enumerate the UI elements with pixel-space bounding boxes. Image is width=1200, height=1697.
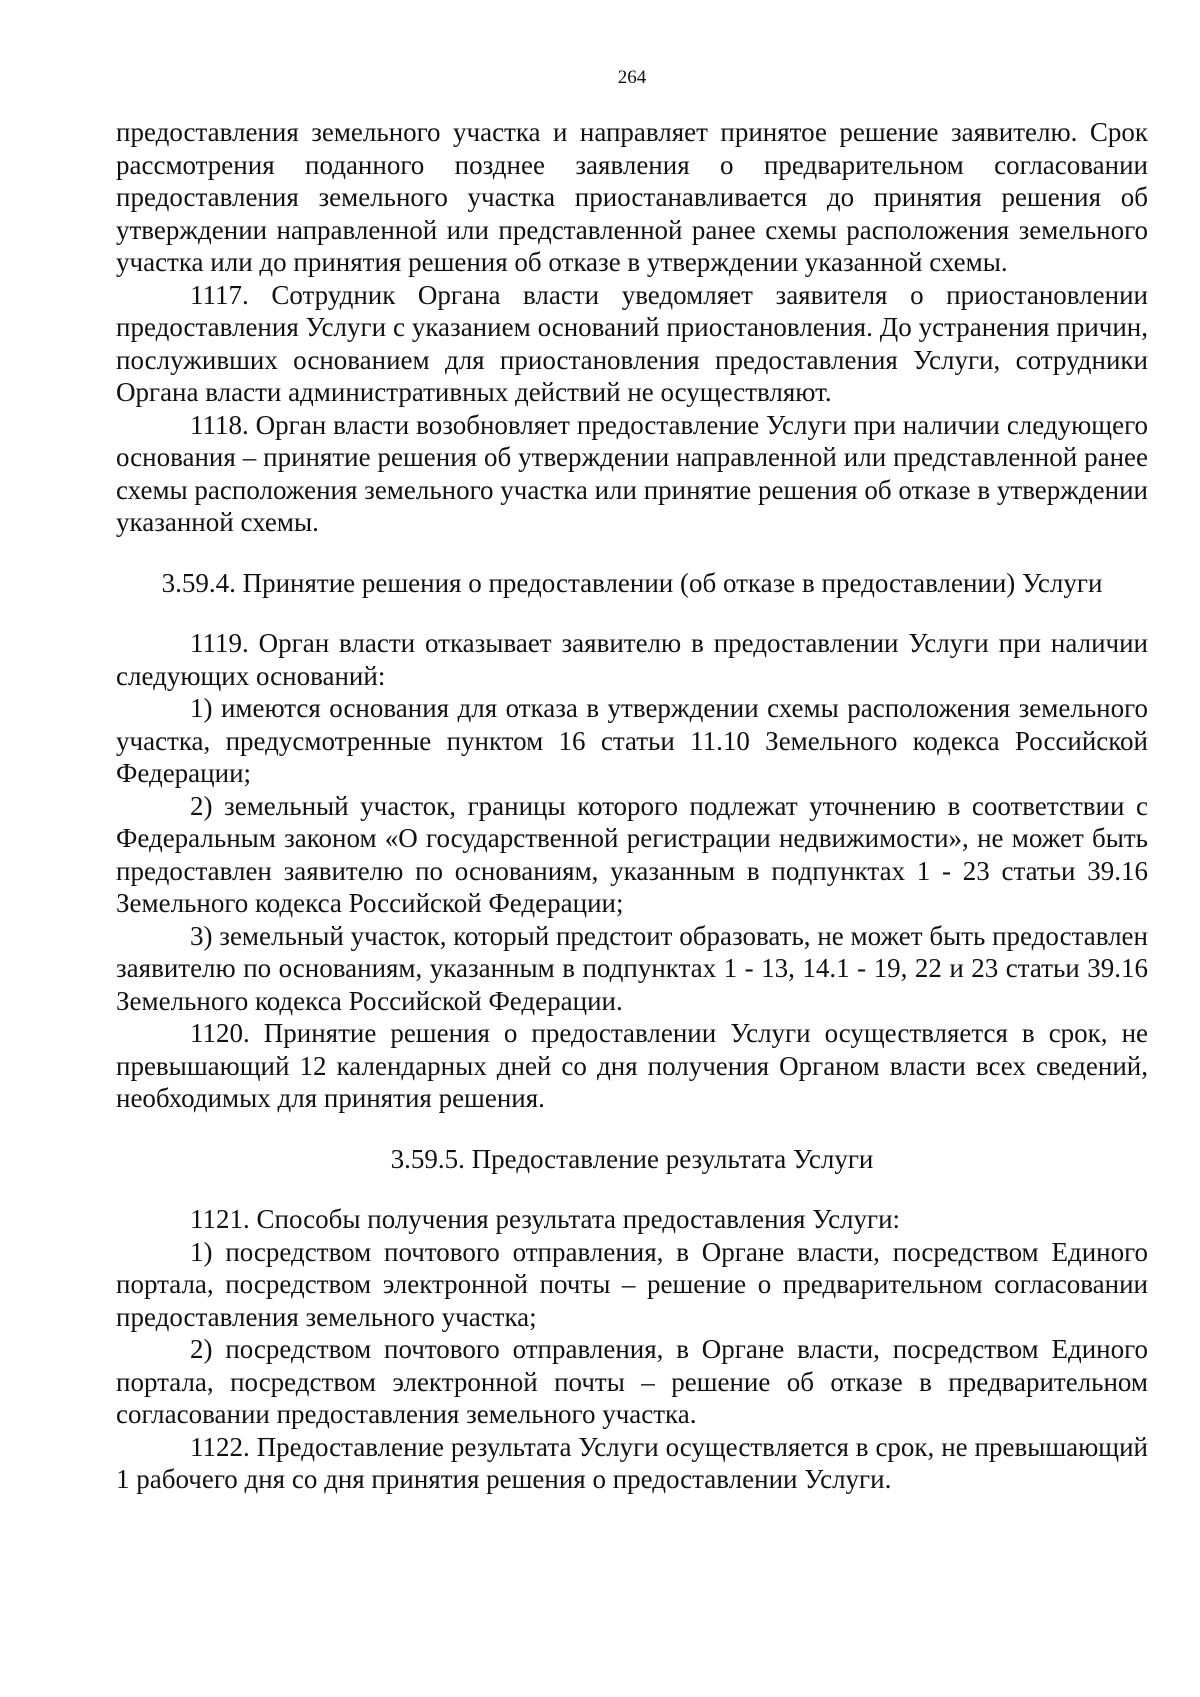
document-page xyxy=(116,66,1148,1496)
list-item-1119-2: 2) земельный участок, границы которого подлежат уточнению в соответствии с Федеральным законом «О государственной регистрации недвижимости», не может быть предоставлен заявителю по основаниям, указанным в подпунктах 1 - 23 статьи 39.16 Земельного кодекса Российской Федерации; xyxy=(116,790,1148,918)
list-item-1119-1: 1) имеются основания для отказа в утверждении схемы расположения земельного участка, предусмотренные пунктом 16 статьи 11.10 Земельного кодекса Российской Федерации; xyxy=(116,693,1148,788)
section-heading-3-59-4: 3.59.4. Принятие решения о предоставлении (об отказе в предоставлении) Услуги xyxy=(161,567,1103,598)
list-item-1119-3: 3) земельный участок, который предстоит образовать, не может быть предоставлен заявителю по основаниям, указанным в подпунктах 1 - 13, 14.1 - 19, 22 и 23 статьи 39.16 Земельного кодекса Российской Федерации. xyxy=(116,920,1148,1016)
paragraph-1119: 1119. Орган власти отказывает заявителю в предоставлении Услуги при наличии следующих оснований: xyxy=(116,628,1148,691)
paragraph-continuation: предоставления земельного участка и направляет принятое решение заявителю. Срок рассмотрения поданного позднее заявления о предварительном согласовании предоставления земельного участка приостанавливается до принятия решения об утверждении направленной или представленной ранее схемы расположения земельного участка или до принятия решения об отказе в утверждении указанной схемы. xyxy=(116,117,1148,277)
section-heading-3-59-5: 3.59.5. Предоставление результата Услуги xyxy=(390,1143,874,1174)
paragraph-1121: 1121. Способы получения результата предоставления Услуги: xyxy=(190,1204,901,1234)
paragraph-1122: 1122. Предоставление результата Услуги осуществляется в срок, не превышающий 1 рабочего дня со дня принятия решения о предоставлении Услуги. xyxy=(116,1431,1148,1494)
list-item-1121-2: 2) посредством почтового отправления, в Органе власти, посредством Единого портала, посредством электронной почты – решение об отказе в предварительном согласовании предоставления земельного участка. xyxy=(116,1334,1148,1429)
list-item-1121-1: 1) посредством почтового отправления, в Органе власти, посредством Единого портала, посредством электронной почты – решение о предварительном согласовании предоставления земельного участка; xyxy=(116,1236,1148,1332)
paragraph-1117: 1117. Сотрудник Органа власти уведомляет заявителя о приостановлении предоставления Услуги с указанием оснований приостановления. До устранения причин, послуживших основанием для приостановления предоставления Услуги, сотрудники Органа власти административных действий не осуществляют. xyxy=(116,279,1148,407)
paragraph-1120: 1120. Принятие решения о предоставлении Услуги осуществляется в срок, не превышающий 12 календарных дней со дня получения Органом власти всех сведений, необходимых для принятия решения. xyxy=(116,1018,1148,1113)
page-number: 264 xyxy=(617,67,647,88)
paragraph-1118: 1118. Орган власти возобновляет предоставление Услуги при наличии следующего основания – принятие решения об утверждении направленной или представленной ранее схемы расположения земельного участка или принятие решения об отказе в утверждении указанной схемы. xyxy=(116,409,1148,537)
